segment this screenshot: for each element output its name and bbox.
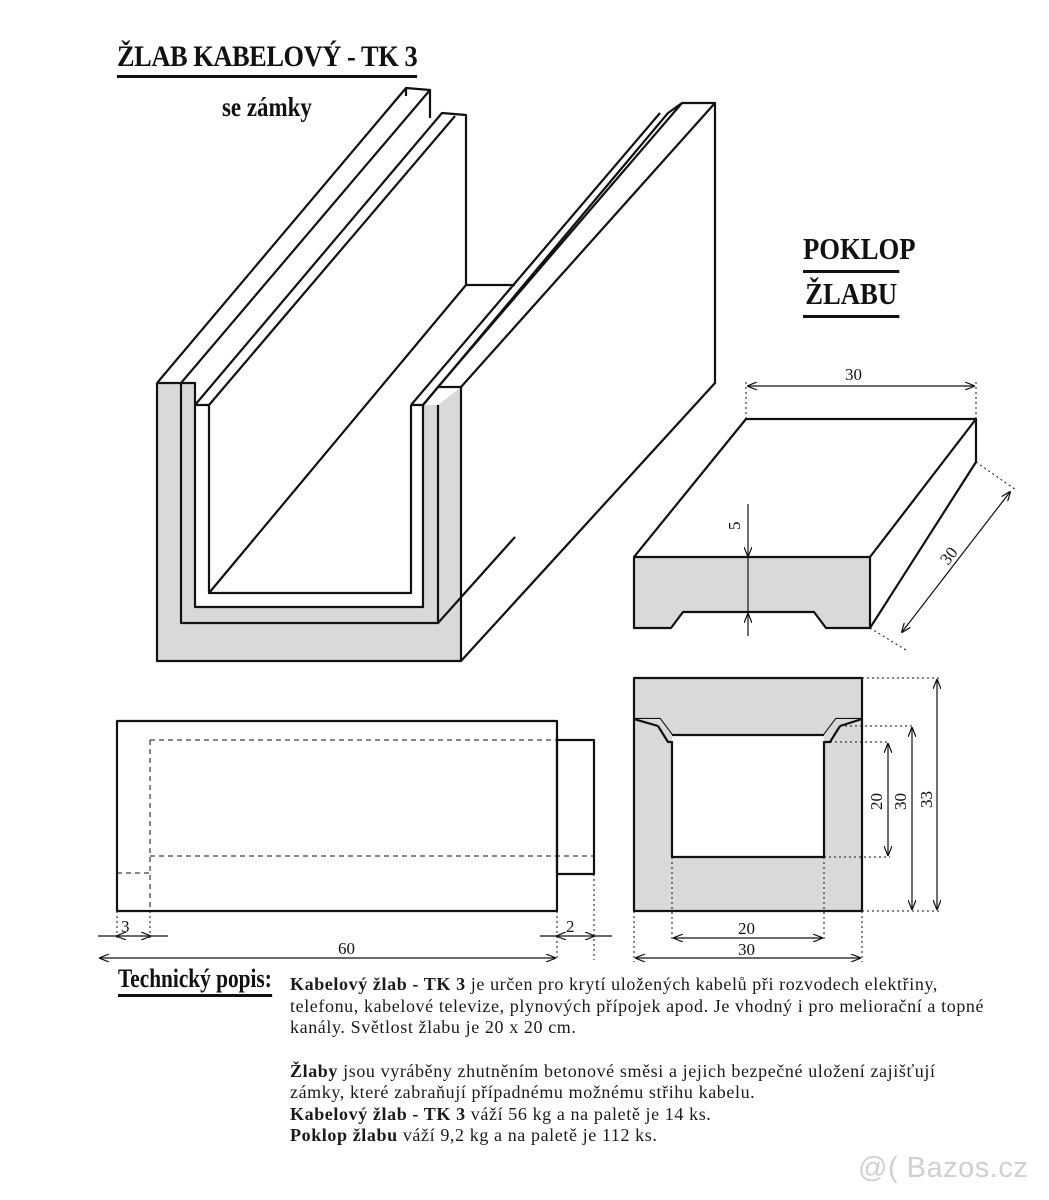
- section-lid: [634, 678, 862, 735]
- section-channel: [634, 719, 862, 911]
- drawing-subtitle: se zámky: [222, 92, 312, 122]
- side-length-label: 60: [338, 939, 355, 958]
- left-inner-edge: [209, 116, 455, 405]
- lid-side-face: [870, 419, 976, 628]
- technical-description-label: Technický popis:: [118, 964, 272, 997]
- left-inner-wall: [195, 113, 466, 405]
- section-width-label: 30: [738, 940, 755, 959]
- lid-thickness-label: 5: [725, 521, 744, 530]
- section-total-height-label: 33: [917, 791, 936, 808]
- channel-3d-view: [157, 88, 715, 661]
- side-view: [98, 721, 612, 960]
- channel-inner-outline: [157, 383, 438, 623]
- description-paragraph-4: [290, 1125, 990, 1147]
- section-inner-width-label: 20: [738, 919, 755, 938]
- side-tongue: [557, 740, 594, 874]
- description-paragraph-1: [290, 974, 990, 1039]
- lid-width-label: 30: [845, 365, 862, 384]
- p3-text: váží 56 kg a na paletě je 14 ks.: [465, 1103, 712, 1124]
- p2-bold: Žlaby: [290, 1060, 339, 1081]
- p4-text: váží 9,2 kg a na paletě je 112 ks.: [397, 1125, 658, 1145]
- lid-title-line1: POKLOP: [803, 228, 899, 273]
- p2-text: jsou vyráběny zhutněním betonové směsi a jejich bezpečné uložení zajišťují zámky, které zabraňují případnému možnému střihu kabelu.: [290, 1060, 936, 1102]
- lid-title-line2: ŽLABU: [803, 273, 899, 318]
- p1-text: je určen pro krytí uložených kabelů při rozvodech elektřiny, telefonu, kabelové televize, plynových přípojek apod. Je vhodný i pro meliorační a topné kanály. Světlost žlabu je 20 x 20 cm.: [290, 974, 985, 1037]
- channel-floor-back: [209, 285, 515, 593]
- drawing-title: ŽLAB KABELOVÝ - TK 3: [117, 40, 417, 78]
- technical-description: [290, 974, 990, 1147]
- side-tongue-label: 2: [566, 917, 575, 936]
- lid-top-face: [634, 419, 976, 557]
- channel-step-face: [181, 383, 438, 623]
- right-wall-inner: [411, 113, 660, 405]
- description-paragraph-2: [290, 1061, 990, 1104]
- lid-width-ext: [746, 382, 976, 419]
- lid-front-face: [634, 557, 870, 628]
- side-hidden-lines: [117, 740, 594, 911]
- p4-bold: Poklop žlabu: [290, 1125, 398, 1145]
- side-ext-lines: [117, 874, 594, 960]
- section-height-label: 30: [891, 793, 910, 810]
- p3-bold: Kabelový žlab - TK 3: [290, 1103, 466, 1124]
- lid-3d-view: [634, 382, 1016, 650]
- watermark-text: Bazos.cz: [906, 1152, 1029, 1184]
- lid-depth-label: 30: [936, 543, 962, 569]
- bazos-watermark: @( Bazos.cz: [858, 1152, 1029, 1184]
- section-inner: [658, 726, 840, 857]
- channel-cavity-outline: [209, 405, 411, 593]
- description-paragraph-3: [290, 1104, 990, 1126]
- section-inner-height-label: 20: [867, 793, 886, 810]
- left-wall-top: [157, 88, 430, 383]
- lid-title: [803, 228, 916, 318]
- channel-lock-outline: [195, 405, 423, 607]
- side-body: [117, 721, 557, 911]
- p1-bold: Kabelový žlab - TK 3: [290, 974, 466, 994]
- cross-section-view: [634, 678, 940, 962]
- right-wall-top-edge: [461, 103, 715, 387]
- side-lock-label: 3: [121, 917, 130, 936]
